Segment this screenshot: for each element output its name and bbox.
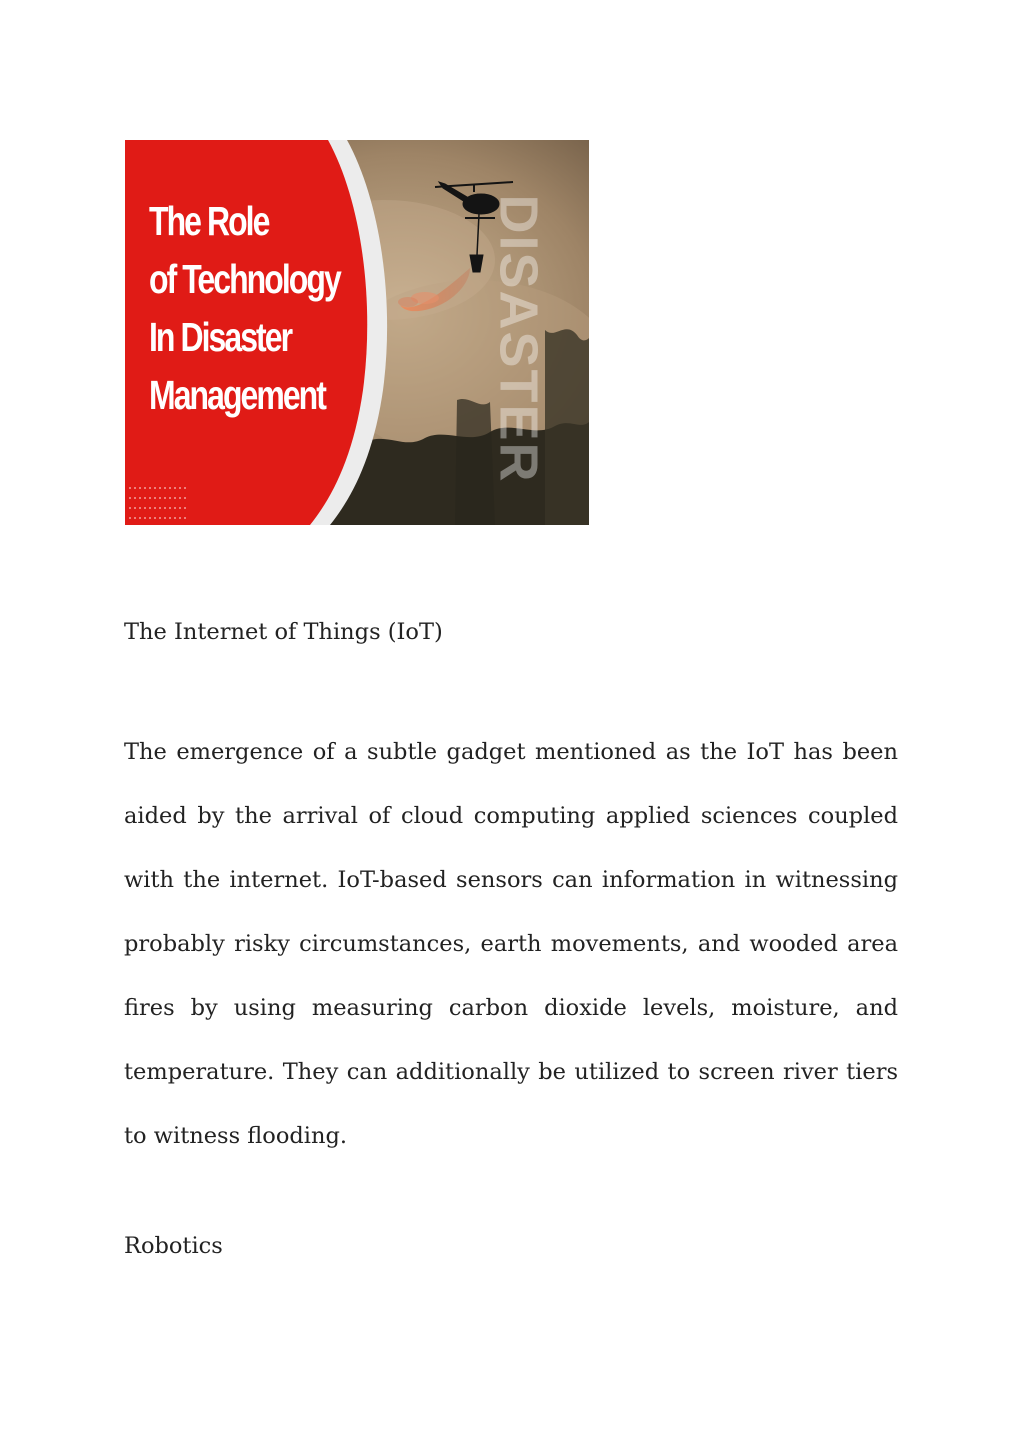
hero-title-line-3: In Disaster [149,314,292,360]
hero-vertical-text: DISASTER [488,194,549,484]
section-heading-iot: The Internet of Things (IoT) [124,619,443,645]
hero-title [149,192,340,424]
section-heading-robotics: Robotics [124,1233,223,1259]
hero-title-line-2: of Technology [149,256,340,302]
section-body-iot: The emergence of a subtle gadget mentioned as the IoT has been aided by the arrival of cloud computing applied sciences coupled with the internet. IoT-based sensors can information in witnessing probably risky circumstances, earth movements, and wooded area fires by using measuring carbon dioxide levels, moisture, and temperature. They can additionally be utilized to screen river tiers to witness flooding. [124,739,898,1149]
hero-image [125,140,589,525]
hero-title-line-1: The Role [149,198,269,244]
hero-title-line-4: Management [149,372,325,418]
